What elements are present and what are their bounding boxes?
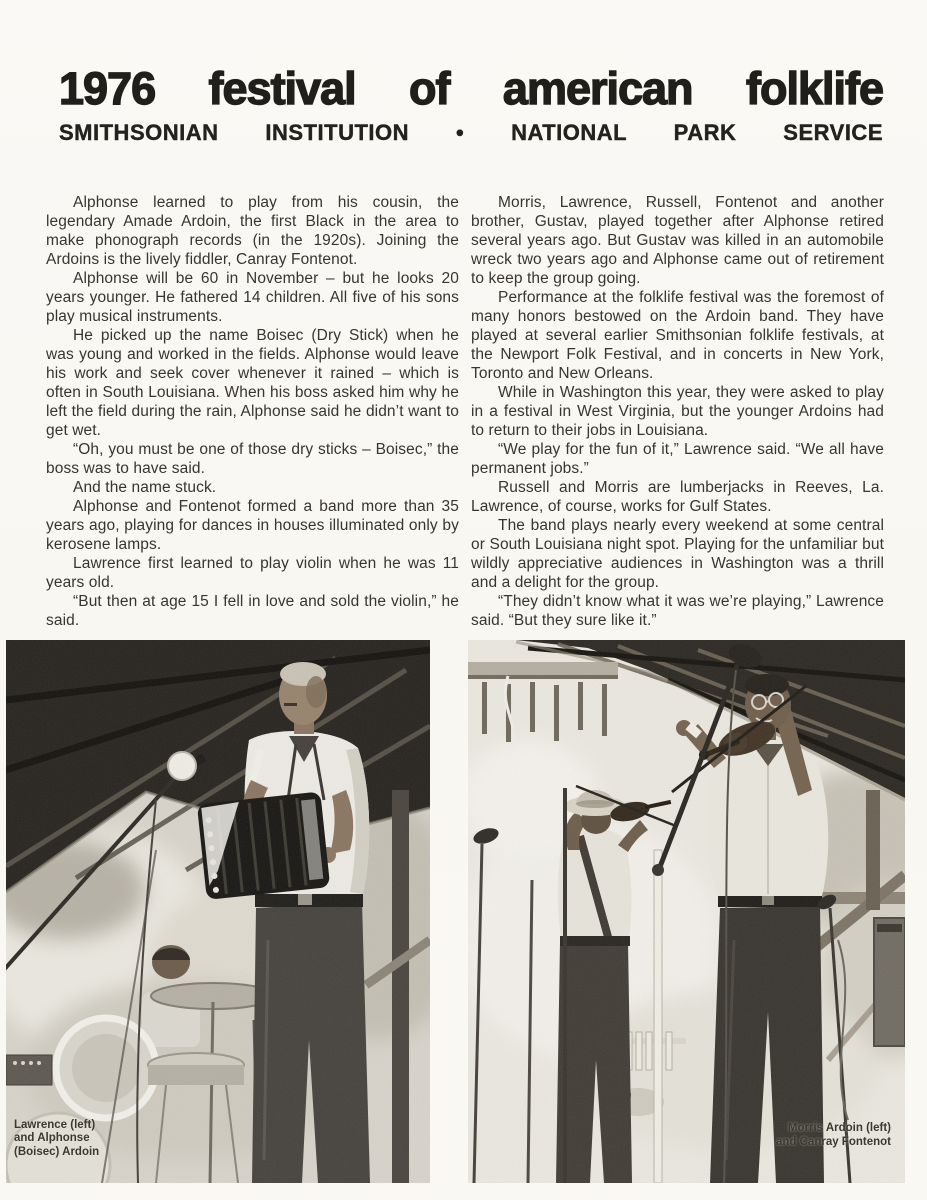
paragraph: While in Washington this year, they were asked to play in a festival in West Virginia, but the younger Ardoins had to return to their jobs in Louisiana.	[471, 384, 884, 439]
paragraph: Alphonse learned to play from his cousin, the legendary Amade Ardoin, the first Black in the area to make phonograph records (in the 1920s). Joining the Ardoins is the lively fiddler, Canray Fontenot.	[46, 194, 459, 268]
caption-line: (Boisec) Ardoin	[14, 1145, 100, 1158]
caption-line: and Alphonse	[14, 1132, 90, 1144]
paragraph: Alphonse will be 60 in November – but he looks 20 years younger. He fathered 14 children. All five of his sons play musical instruments.	[46, 270, 459, 325]
paragraph: “Oh, you must be one of those dry sticks – Boisec,” the boss was to have said.	[46, 441, 459, 477]
paragraph: Morris, Lawrence, Russell, Fontenot and another brother, Gustav, played together after Alphonse retired several years ago. But Gustav was killed in an automobile wreck two years ago and Alphonse came out of retirement to keep the group going.	[471, 194, 884, 287]
photo-caption-right	[776, 1122, 891, 1149]
page-title: 1976 festival of american folklife	[59, 63, 883, 114]
caption-line: Morris Ardoin (left)	[787, 1122, 891, 1134]
paragraph: He picked up the name Boisec (Dry Stick) when he was young and worked in the fields. Alphonse would leave his work and seek cover whenever it rained – which is often in South Louisiana. When his boss asked him why he left the field during the rain, Alphonse said he didn’t want to get wet.	[46, 327, 459, 439]
article-left-column	[46, 193, 459, 630]
page-subtitle: SMITHSONIAN INSTITUTION • NATIONAL PARK SERVICE	[59, 120, 883, 145]
photo-accordion-player	[6, 640, 430, 1183]
paragraph: “We play for the fun of it,” Lawrence said. “We all have permanent jobs.”	[471, 441, 884, 477]
photo-caption-left	[14, 1119, 99, 1160]
paragraph: The band plays nearly every weekend at some central or South Louisiana night spot. Playing for the unfamiliar but wildly appreciative audiences in Washington was a thrill and a delight for the group.	[471, 517, 884, 591]
accordion-stage-illustration	[6, 640, 430, 1183]
article-right-column	[471, 193, 884, 630]
photo-fiddlers	[468, 640, 905, 1183]
paragraph: Lawrence first learned to play violin when he was 11 years old.	[46, 555, 459, 591]
page-header	[59, 63, 883, 146]
paragraph: And the name stuck.	[73, 479, 217, 496]
paragraph: Alphonse and Fontenot formed a band more than 35 years ago, playing for dances in houses illuminated only by kerosene lamps.	[46, 498, 459, 553]
fiddlers-stage-illustration	[468, 640, 905, 1183]
paragraph: “But then at age 15 I fell in love and sold the violin,” he said.	[46, 593, 459, 629]
caption-line: and Canray Fontenot	[775, 1135, 891, 1148]
paragraph: “They didn’t know what it was we’re playing,” Lawrence said. “But they sure like it.”	[471, 593, 884, 629]
paragraph: Russell and Morris are lumberjacks in Reeves, La. Lawrence, of course, works for Gulf States.	[471, 479, 884, 515]
paragraph: Performance at the folklife festival was the foremost of many honors bestowed on the Ardoin band. They have played at several earlier Smithsonian folklife festivals, at the Newport Folk Festival, and in concerts in New York, Toronto and New Orleans.	[471, 289, 884, 382]
caption-line: Lawrence (left)	[14, 1118, 96, 1131]
